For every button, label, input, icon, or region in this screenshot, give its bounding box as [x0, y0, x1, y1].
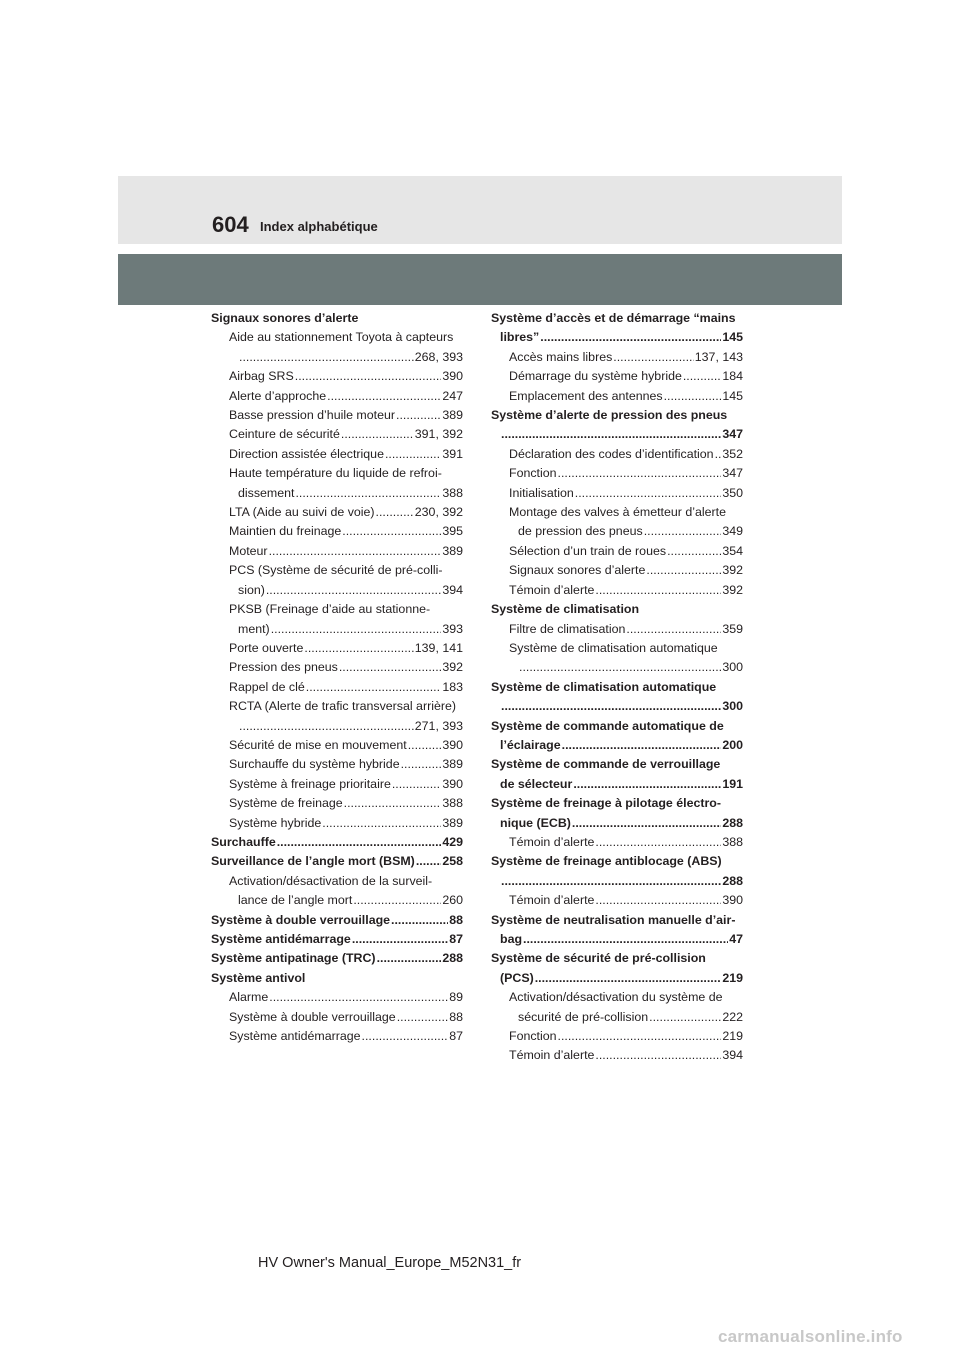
dot-leader	[327, 387, 441, 406]
index-entry-page: 137, 143	[694, 349, 743, 364]
index-entry-label: Système à double verrouillage	[211, 912, 391, 927]
index-entry-label: Système antidémarrage	[229, 1029, 361, 1044]
index-entry-page: 347	[722, 466, 743, 481]
index-entry-label: Fonction	[509, 466, 557, 481]
dot-leader	[562, 736, 722, 755]
index-entry	[491, 522, 743, 541]
index-entry-page: 247	[442, 388, 463, 403]
index-entry-page: 394	[722, 1048, 743, 1063]
index-entry	[491, 775, 743, 794]
index-entry-page: 392	[442, 660, 463, 675]
index-entry-label: Porte ouverte	[229, 640, 304, 655]
index-entry	[211, 755, 463, 774]
index-entry-page: 260	[442, 893, 463, 908]
dot-leader	[377, 949, 442, 968]
index-entry	[211, 581, 463, 600]
index-entry	[491, 639, 743, 658]
index-entry-label: Témoin d’alerte	[509, 1048, 595, 1063]
index-entry	[211, 387, 463, 406]
index-entry-label: Déclaration des codes d’identification	[509, 446, 714, 461]
index-entry	[491, 949, 743, 968]
dot-leader	[408, 736, 442, 755]
index-entry-page: 394	[442, 582, 463, 597]
dot-leader	[362, 1027, 449, 1046]
index-entry-label: sion)	[238, 582, 265, 597]
dot-leader	[396, 406, 441, 425]
index-entry-page: 350	[722, 485, 743, 500]
index-entry	[211, 348, 463, 367]
index-entry-label: Montage des valves à émetteur d’alerte	[509, 505, 726, 520]
dot-leader	[501, 697, 721, 716]
index-entry	[211, 639, 463, 658]
index-entry-page: 359	[722, 621, 743, 636]
dot-leader	[501, 425, 721, 444]
dot-leader	[239, 348, 414, 367]
index-entry	[491, 600, 743, 619]
index-column-right	[491, 309, 743, 1066]
index-entry-page: 89	[449, 990, 463, 1005]
index-entry-label: PCS (Système de sécurité de pré-colli-	[229, 563, 443, 578]
index-entry	[211, 658, 463, 677]
index-entry-label: de pression des pneus	[518, 524, 643, 539]
index-entry-label: Ceinture de sécurité	[229, 427, 340, 442]
index-entry	[211, 833, 463, 852]
index-entry	[211, 911, 463, 930]
index-entry-label: sécurité de pré-collision	[518, 1009, 649, 1024]
index-entry-page: 183	[442, 679, 463, 694]
index-entry-label: RCTA (Alerte de trafic transversal arrière)	[229, 699, 456, 714]
index-entry-page: 354	[722, 543, 743, 558]
index-entry	[491, 348, 743, 367]
dot-leader	[558, 464, 722, 483]
index-entry-page: 88	[449, 912, 463, 927]
index-entry-label: Alarme	[229, 990, 269, 1005]
index-entry-label: Surchauffe	[211, 834, 276, 849]
dot-leader	[519, 658, 721, 677]
index-column-left	[211, 309, 463, 1046]
index-entry	[211, 891, 463, 910]
index-entry-label: Système de climatisation	[491, 602, 640, 617]
index-entry	[211, 697, 463, 716]
index-entry-label: Système de sécurité de pré-collision	[491, 951, 706, 966]
index-entry-page: 300	[722, 699, 743, 714]
index-entry	[211, 852, 463, 871]
index-entry-label: Activation/désactivation de la surveil-	[229, 873, 433, 888]
dot-leader	[626, 620, 721, 639]
index-entry-page: 390	[442, 776, 463, 791]
index-entry-label: Démarrage du système hybride	[509, 369, 682, 384]
index-entry	[211, 930, 463, 949]
index-entry	[211, 484, 463, 503]
index-entry	[211, 949, 463, 968]
index-entry	[211, 736, 463, 755]
index-entry	[211, 814, 463, 833]
index-entry-page: 268, 393	[414, 349, 463, 364]
index-entry-label: de sélecteur	[500, 776, 573, 791]
index-entry-label: Maintien du freinage	[229, 524, 342, 539]
index-entry-label: Accès mains libres	[509, 349, 613, 364]
index-entry-label: Système de freinage à pilotage électro-	[491, 796, 721, 811]
index-entry	[211, 542, 463, 561]
index-entry-page: 388	[442, 796, 463, 811]
index-entry-label: Signaux sonores d’alerte	[211, 311, 359, 325]
index-entry	[491, 717, 743, 736]
index-entry-label: Témoin d’alerte	[509, 582, 595, 597]
index-entry	[211, 1027, 463, 1046]
index-entry-label: lance de l’angle mort	[238, 893, 353, 908]
dot-leader	[376, 503, 414, 522]
index-entry	[491, 755, 743, 774]
index-entry	[211, 503, 463, 522]
index-entry	[491, 1046, 743, 1065]
index-entry-page: 139, 141	[414, 640, 463, 655]
dot-leader	[353, 891, 441, 910]
dot-leader	[715, 445, 722, 464]
dot-leader	[269, 988, 448, 1007]
index-entry	[211, 600, 463, 619]
index-entry-label: bag	[500, 932, 523, 946]
index-entry-page: 347	[722, 427, 743, 442]
dot-leader	[342, 522, 441, 541]
dot-leader	[646, 561, 721, 580]
index-entry-page: 388	[722, 834, 743, 849]
dot-leader	[664, 387, 722, 406]
index-entry-page: 390	[442, 369, 463, 384]
index-entry-page: 395	[442, 524, 463, 539]
index-entry-page: 88	[449, 1009, 463, 1024]
index-entry-label: Emplacement des antennes	[509, 388, 663, 403]
dot-leader	[397, 1008, 449, 1027]
index-entry	[491, 1008, 743, 1027]
index-entry-label: Moteur	[229, 543, 268, 558]
dot-leader	[540, 328, 721, 347]
index-entry-page: 145	[722, 388, 743, 403]
index-entry-label: Système hybride	[229, 815, 322, 830]
dot-leader	[344, 794, 442, 813]
index-entry-label: libres”	[500, 330, 540, 345]
dot-leader	[269, 542, 442, 561]
index-entry-label: ment)	[238, 621, 270, 636]
index-entry	[491, 930, 743, 949]
index-entry-label: Aide au stationnement Toyota à capteurs	[229, 330, 454, 345]
index-entry	[491, 561, 743, 580]
index-entry-page: 47	[729, 932, 743, 946]
dot-leader	[392, 775, 441, 794]
index-entry-label: Airbag SRS	[229, 369, 294, 384]
index-entry	[211, 988, 463, 1007]
index-entry	[491, 911, 743, 930]
index-entry-label: Direction assistée électrique	[229, 446, 384, 461]
index-entry-label: LTA (Aide au suivi de voie)	[229, 505, 375, 520]
index-entry-page: 429	[442, 834, 463, 849]
index-entry-label: Système de freinage antiblocage (ABS)	[491, 854, 722, 869]
index-entry-page: 288	[442, 951, 463, 966]
dot-leader	[271, 620, 442, 639]
index-entry	[211, 425, 463, 444]
index-entry-page: 300	[722, 660, 743, 675]
index-entry	[491, 503, 743, 522]
section-title: Index alphabétique	[260, 219, 378, 234]
index-entry-label: Sélection d’un train de roues	[509, 543, 667, 558]
dot-leader	[595, 833, 721, 852]
index-entry-page: 288	[722, 873, 743, 888]
index-entry	[491, 852, 743, 871]
index-entry	[211, 872, 463, 891]
index-entry-page: 219	[722, 970, 743, 985]
dot-leader	[295, 367, 442, 386]
footer-manual-id: HV Owner's Manual_Europe_M52N31_fr	[258, 1255, 522, 1271]
dot-leader	[558, 1027, 722, 1046]
index-entry	[211, 464, 463, 483]
index-entry	[491, 425, 743, 444]
dot-leader	[385, 445, 441, 464]
index-entry	[491, 387, 743, 406]
index-entry	[211, 522, 463, 541]
index-entry-label: Système antidémarrage	[211, 932, 351, 946]
index-entry-label: Système de freinage	[229, 796, 343, 811]
dot-leader	[501, 872, 721, 891]
index-entry	[211, 620, 463, 639]
dot-leader	[391, 911, 448, 930]
dot-leader	[613, 348, 693, 367]
index-entry	[491, 484, 743, 503]
dot-leader	[595, 581, 721, 600]
index-entry-page: 200	[722, 737, 743, 752]
page-number: 604	[212, 212, 249, 237]
index-entry-page: 222	[722, 1009, 743, 1024]
index-entry-label: Initialisation	[509, 485, 574, 500]
index-entry	[491, 678, 743, 697]
dot-leader	[595, 1046, 721, 1065]
dot-leader	[401, 755, 442, 774]
index-entry-page: 87	[449, 1029, 463, 1044]
index-entry-label: dissement	[238, 485, 295, 500]
index-entry-page: 392	[722, 563, 743, 578]
index-entry-label: PKSB (Freinage d’aide au stationne-	[229, 602, 431, 617]
index-entry-label: Surchauffe du système hybride	[229, 757, 400, 772]
index-entry-page: 389	[442, 815, 463, 830]
dot-leader	[523, 930, 728, 949]
dot-leader	[575, 484, 722, 503]
index-entry-label: Sécurité de mise en mouvement	[229, 737, 407, 752]
index-entry-label: Système de climatisation automatique	[509, 640, 718, 655]
index-entry-page: 390	[442, 737, 463, 752]
index-entry	[491, 872, 743, 891]
index-entry-page: 352	[722, 446, 743, 461]
dot-leader	[352, 930, 448, 949]
index-entry-page: 219	[722, 1029, 743, 1044]
dot-leader	[239, 717, 414, 736]
index-entry-page: 145	[722, 330, 743, 345]
dot-leader	[339, 658, 441, 677]
dot-leader	[341, 425, 414, 444]
index-entry-label: l’éclairage	[500, 737, 561, 752]
dot-leader	[266, 581, 441, 600]
index-entry-label: Haute température du liquide de refroi-	[229, 466, 442, 481]
index-entry-page: 258	[442, 854, 463, 869]
index-entry-page: 191	[722, 776, 743, 791]
index-entry-label: Système de climatisation automatique	[491, 679, 717, 694]
index-entry-label: nique (ECB)	[500, 815, 571, 830]
dot-leader	[304, 639, 413, 658]
index-entry-label: Système à freinage prioritaire	[229, 776, 391, 791]
index-entry-label: Système antipatinage (TRC)	[211, 951, 376, 966]
dot-leader	[649, 1008, 721, 1027]
dot-leader	[572, 814, 721, 833]
index-entry	[491, 309, 743, 328]
dot-leader	[683, 367, 721, 386]
index-entry	[491, 969, 743, 988]
index-entry-page: 271, 393	[414, 718, 463, 733]
section-banner	[118, 254, 842, 305]
index-entry	[491, 658, 743, 677]
dot-leader	[595, 891, 721, 910]
dot-leader	[535, 969, 722, 988]
index-entry-label: Système antivol	[211, 970, 306, 985]
index-entry-page: 393	[442, 621, 463, 636]
index-entry-label: Filtre de climatisation	[509, 621, 626, 636]
index-entry-label: Système de commande automatique de	[491, 718, 724, 733]
index-entry	[211, 561, 463, 580]
dot-leader	[277, 833, 442, 852]
index-entry	[491, 542, 743, 561]
index-entry-label: Système d’alerte de pression des pneus	[491, 408, 728, 423]
index-entry	[211, 1008, 463, 1027]
dot-leader	[644, 522, 722, 541]
index-entry	[211, 717, 463, 736]
index-entry	[491, 581, 743, 600]
dot-leader	[667, 542, 721, 561]
index-entry	[491, 464, 743, 483]
index-entry	[491, 794, 743, 813]
index-entry	[211, 309, 463, 328]
index-entry-label: Système d’accès et de démarrage “mains	[491, 311, 736, 325]
index-entry-page: 87	[449, 932, 463, 946]
index-entry-label: Système à double verrouillage	[229, 1009, 396, 1024]
index-entry-label: Surveillance de l’angle mort (BSM)	[211, 854, 415, 869]
index-entry-page: 391	[442, 446, 463, 461]
index-entry-label: Témoin d’alerte	[509, 893, 595, 908]
index-entry	[211, 406, 463, 425]
index-entry-page: 389	[442, 543, 463, 558]
dot-leader	[306, 678, 442, 697]
index-entry	[491, 988, 743, 1007]
index-entry	[491, 1027, 743, 1046]
index-entry	[211, 794, 463, 813]
index-entry	[211, 367, 463, 386]
index-entry-label: Système de neutralisation manuelle d’air-	[491, 912, 736, 927]
index-entry-page: 389	[442, 757, 463, 772]
index-entry	[211, 678, 463, 697]
index-entry-page: 392	[722, 582, 743, 597]
dot-leader	[416, 852, 442, 871]
index-entry-label: Pression des pneus	[229, 660, 338, 675]
index-entry	[211, 328, 463, 347]
index-entry-label: Système de commande de verrouillage	[491, 757, 721, 772]
index-entry	[491, 697, 743, 716]
index-entry-page: 288	[722, 815, 743, 830]
index-entry-label: Signaux sonores d’alerte	[509, 563, 646, 578]
index-entry	[491, 445, 743, 464]
index-entry-page: 230, 392	[414, 505, 463, 520]
index-entry	[491, 833, 743, 852]
index-entry-page: 184	[722, 369, 743, 384]
index-entry-label: Rappel de clé	[229, 679, 305, 694]
index-entry-label: Témoin d’alerte	[509, 834, 595, 849]
index-entry-label: Basse pression d’huile moteur	[229, 408, 395, 423]
index-entry	[211, 775, 463, 794]
index-entry-label: Activation/désactivation du système de	[509, 990, 723, 1005]
dot-leader	[573, 775, 721, 794]
index-entry	[491, 620, 743, 639]
index-entry	[491, 891, 743, 910]
index-entry	[211, 445, 463, 464]
index-entry	[491, 736, 743, 755]
index-entry-page: 391, 392	[414, 427, 463, 442]
index-entry-page: 349	[722, 524, 743, 539]
index-entry-page: 390	[722, 893, 743, 908]
index-entry-label: (PCS)	[500, 970, 534, 985]
index-entry-page: 388	[442, 485, 463, 500]
index-entry	[491, 328, 743, 347]
index-entry-page: 389	[442, 408, 463, 423]
dot-leader	[295, 484, 441, 503]
index-entry	[491, 406, 743, 425]
watermark: carmanualsonline.info	[718, 1327, 903, 1346]
index-entry-label: Alerte d’approche	[229, 388, 327, 403]
index-entry	[491, 367, 743, 386]
dot-leader	[322, 814, 441, 833]
index-entry	[491, 814, 743, 833]
index-entry-label: Fonction	[509, 1029, 557, 1044]
index-entry	[211, 969, 463, 988]
